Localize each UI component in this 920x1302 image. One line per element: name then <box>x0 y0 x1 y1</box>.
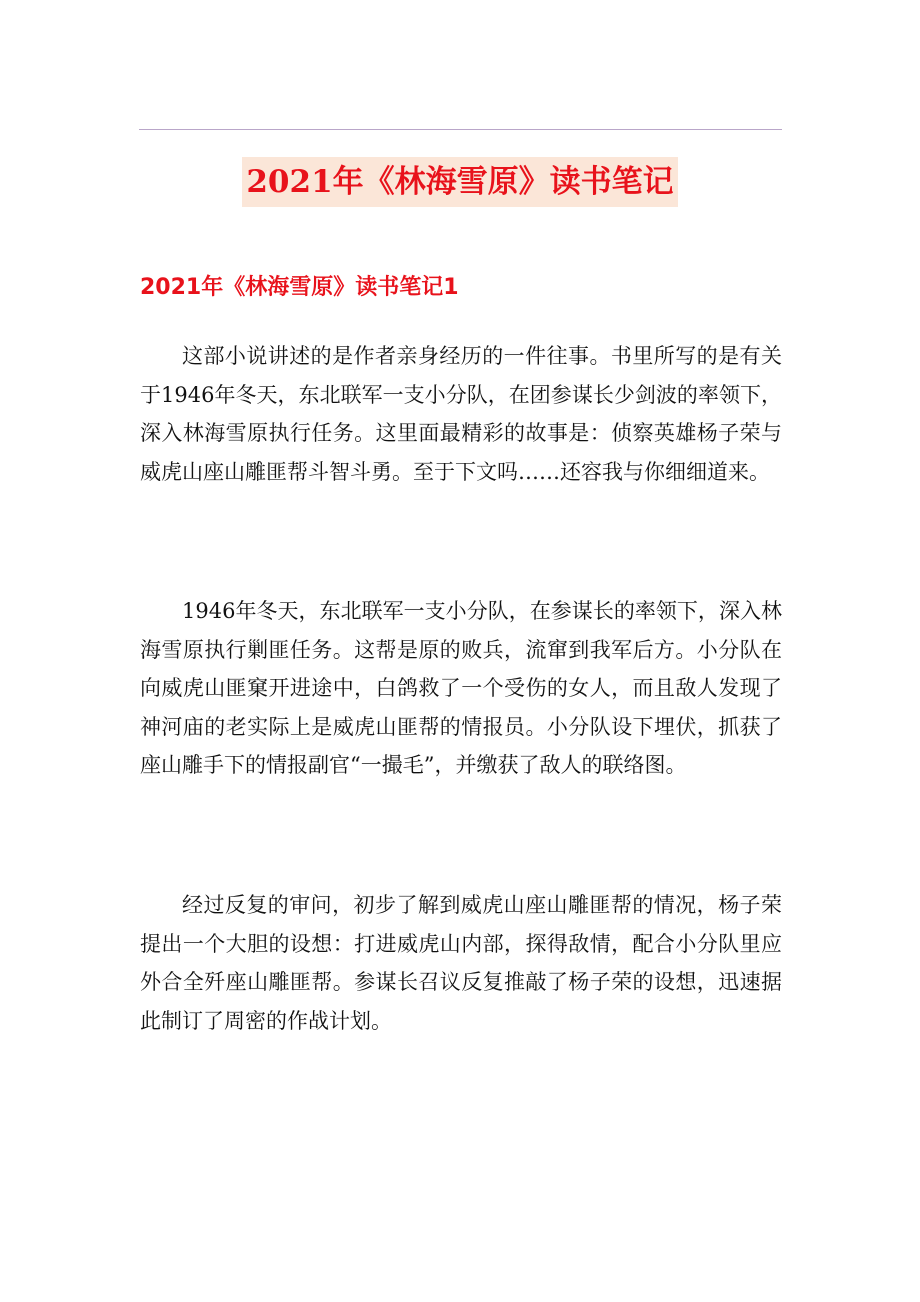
paragraph-3: 经过反复的审问，初步了解到威虎山座山雕匪帮的情况，杨子荣提出一个大胆的设想：打进威虎山内部，探得敌情，配合小分队里应外合全歼座山雕匪帮。参谋长召议反复推敲了杨子荣的设想，迅速据此制订了周密的作战计划。 <box>140 893 782 1033</box>
header-rule <box>139 129 782 130</box>
paragraph-2: 1946年冬天，东北联军一支小分队，在参谋长的率领下，深入林海雪原执行剿匪任务。这帮是原的败兵，流窜到我军后方。小分队在向威虎山匪窠开进途中，白鸽救了一个受伤的女人，而且敌人发现了神河庙的老实际上是威虎山匪帮的情报员。小分队设下埋伏，抓获了座山雕手下的情报副官“一撮毛”，并缴获了敌人的联络图。 <box>140 599 782 778</box>
paragraph-1: 这部小说讲述的是作者亲身经历的一件往事。书里所写的是有关于1946年冬天，东北联军一支小分队，在团参谋长少剑波的率领下，深入林海雪原执行任务。这里面最精彩的故事是：侦察英雄杨子荣与威虎山座山雕匪帮斗智斗勇。至于下文吗……还容我与你细细道来。 <box>140 344 782 484</box>
document-title: 2021年《林海雪原》读书笔记 <box>242 157 677 207</box>
section-heading: 2021年《林海雪原》读书笔记1 <box>140 275 459 300</box>
title-container <box>0 157 920 207</box>
